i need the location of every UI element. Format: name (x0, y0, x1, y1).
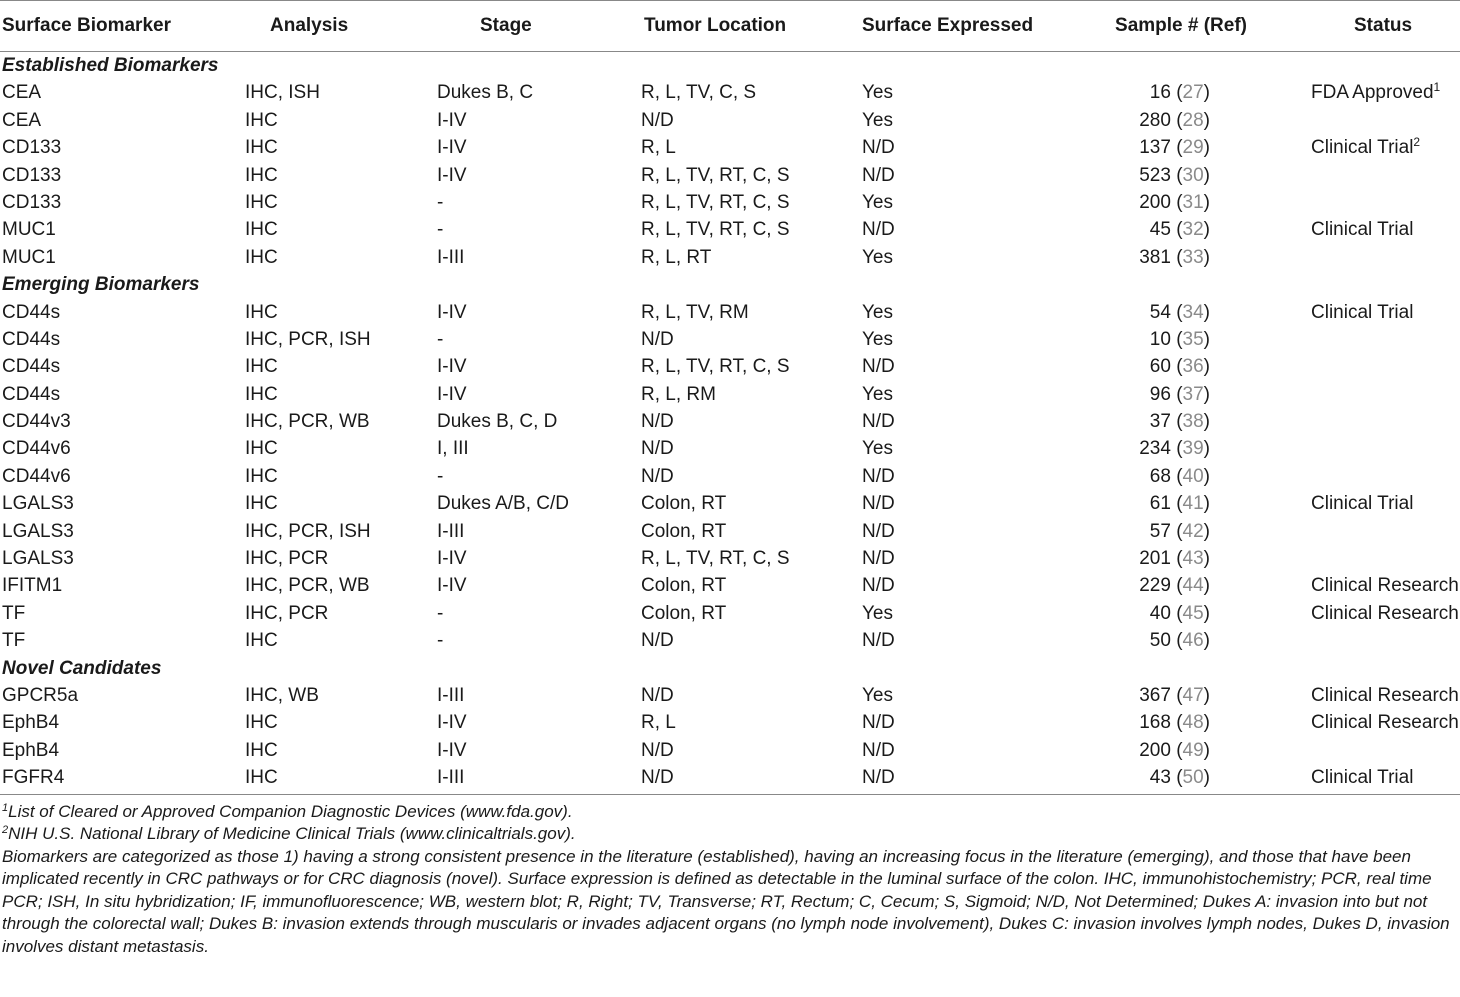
analysis-cell: IHC, PCR (245, 602, 329, 624)
reference-link[interactable]: (45) (1170, 602, 1210, 624)
surface-expressed-cell: N/D (862, 548, 895, 570)
surface-expressed-cell: Yes (862, 301, 893, 323)
status-cell (1311, 216, 1413, 243)
surface-expressed-cell: N/D (862, 575, 895, 597)
sample-count: 57 (1149, 520, 1171, 542)
stage-cell: - (437, 328, 444, 350)
sample-count: 201 (1139, 548, 1171, 570)
reference-number[interactable]: 44 (1182, 575, 1204, 597)
biomarker-cell: GPCR5a (2, 684, 79, 706)
sample-count: 43 (1149, 767, 1171, 789)
sample-count: 50 (1149, 630, 1171, 652)
stage-cell: I-III (437, 767, 465, 789)
table-row (0, 709, 1460, 736)
reference-link[interactable]: (46) (1170, 630, 1210, 652)
sample-count: 381 (1139, 246, 1171, 268)
table-row (0, 627, 1460, 654)
tumor-location-cell: Colon, RT (641, 575, 727, 597)
analysis-cell: IHC (245, 493, 278, 515)
status-cell (1311, 764, 1413, 791)
tumor-location-cell: N/D (641, 438, 674, 460)
sample-count: 60 (1149, 356, 1171, 378)
reference-number[interactable]: 36 (1182, 356, 1204, 378)
analysis-cell: IHC (245, 191, 278, 213)
biomarker-cell: CD44s (2, 356, 61, 378)
tumor-location-cell: N/D (641, 630, 674, 652)
analysis-cell: IHC (245, 301, 278, 323)
table-body (0, 52, 1460, 792)
reference-link[interactable]: (29) (1170, 137, 1210, 159)
reference-number[interactable]: 48 (1182, 712, 1204, 734)
table-row (0, 162, 1460, 189)
footnote-2 (2, 823, 1454, 846)
tumor-location-cell: R, L, RT (641, 246, 712, 268)
sample-count: 234 (1139, 438, 1171, 460)
reference-link[interactable]: (37) (1170, 383, 1210, 405)
biomarker-cell: CD133 (2, 164, 62, 186)
status-text: Clinical Research (1311, 684, 1459, 706)
table-footnotes (0, 795, 1456, 959)
reference-number[interactable]: 31 (1182, 191, 1204, 213)
analysis-cell: IHC (245, 109, 278, 131)
status-text: Clinical Trial (1311, 301, 1414, 323)
sample-count: 96 (1149, 383, 1171, 405)
tumor-location-cell: Colon, RT (641, 602, 727, 624)
reference-number[interactable]: 47 (1182, 684, 1204, 706)
sample-count: 280 (1139, 109, 1171, 131)
biomarker-cell: CD44s (2, 383, 61, 405)
tumor-location-cell: R, L (641, 137, 676, 159)
tumor-location-cell: R, L, TV, RT, C, S (641, 164, 790, 186)
section-title: Emerging Biomarkers (2, 274, 200, 296)
tumor-location-cell: R, L, TV, RT, C, S (641, 356, 790, 378)
surface-expressed-cell: N/D (862, 493, 895, 515)
biomarker-cell: CD133 (2, 191, 62, 213)
reference-link[interactable]: (34) (1170, 301, 1210, 323)
tumor-location-cell: N/D (641, 411, 674, 433)
sample-count: 229 (1139, 575, 1171, 597)
biomarker-cell: CD133 (2, 137, 62, 159)
stage-cell: I-IV (437, 548, 467, 570)
stage-cell: - (437, 602, 444, 624)
header-status: Status (1354, 15, 1413, 36)
sample-ref-cell (1060, 107, 1210, 134)
sample-ref-cell (1060, 572, 1210, 599)
sample-ref-cell (1060, 408, 1210, 435)
tumor-location-cell: N/D (641, 328, 674, 350)
tumor-location-cell: R, L (641, 712, 676, 734)
analysis-cell: IHC (245, 630, 278, 652)
sample-ref-cell (1060, 189, 1210, 216)
status-text: Clinical Trial (1311, 137, 1414, 159)
table-row (0, 572, 1460, 599)
analysis-cell: IHC (245, 465, 278, 487)
analysis-cell: IHC, PCR, ISH (245, 328, 371, 350)
section-header-row (0, 655, 1460, 682)
status-cell (1311, 490, 1413, 517)
stage-cell: Dukes A/B, C/D (437, 493, 569, 515)
section-header-row (0, 52, 1460, 79)
analysis-cell: IHC, PCR, WB (245, 411, 370, 433)
analysis-cell: IHC (245, 383, 278, 405)
table-row (0, 545, 1460, 572)
sample-ref-cell (1060, 600, 1210, 627)
sample-ref-cell (1060, 463, 1210, 490)
analysis-cell: IHC, ISH (245, 82, 320, 104)
table-header-row (0, 0, 1460, 52)
stage-cell: I-IV (437, 712, 467, 734)
stage-cell: I-III (437, 520, 465, 542)
sample-ref-cell (1060, 737, 1210, 764)
reference-link[interactable]: (48) (1170, 712, 1210, 734)
table-row (0, 518, 1460, 545)
biomarker-cell: MUC1 (2, 219, 56, 241)
reference-link[interactable]: (49) (1170, 739, 1210, 761)
stage-cell: I-IV (437, 356, 467, 378)
table-row (0, 737, 1460, 764)
sample-count: 200 (1139, 739, 1171, 761)
reference-link[interactable]: (31) (1170, 191, 1210, 213)
biomarker-cell: TF (2, 630, 26, 652)
sample-ref-cell (1060, 216, 1210, 243)
sample-ref-cell (1060, 435, 1210, 462)
status-footnote-marker: 1 (1433, 80, 1441, 95)
stage-cell: I-IV (437, 739, 467, 761)
table-row (0, 353, 1460, 380)
sample-ref-cell (1060, 299, 1210, 326)
reference-number[interactable]: 49 (1182, 739, 1204, 761)
biomarker-cell: MUC1 (2, 246, 56, 268)
table-row (0, 408, 1460, 435)
sample-count: 523 (1139, 164, 1171, 186)
table-row (0, 600, 1460, 627)
table-row (0, 463, 1460, 490)
status-cell (1311, 682, 1459, 709)
analysis-cell: IHC (245, 767, 278, 789)
surface-expressed-cell: N/D (862, 739, 895, 761)
biomarker-cell: CD44v3 (2, 411, 71, 433)
reference-link[interactable]: (38) (1170, 411, 1210, 433)
status-cell (1311, 600, 1459, 627)
surface-expressed-cell: N/D (862, 465, 895, 487)
sample-ref-cell (1060, 79, 1210, 106)
status-cell (1311, 134, 1420, 161)
reference-link[interactable]: (36) (1170, 356, 1210, 378)
table-row (0, 244, 1460, 271)
reference-number[interactable]: 38 (1182, 411, 1204, 433)
analysis-cell: IHC (245, 438, 278, 460)
sample-count: 10 (1149, 328, 1171, 350)
stage-cell: I-IV (437, 164, 467, 186)
biomarker-cell: CD44s (2, 301, 61, 323)
reference-number[interactable]: 43 (1182, 548, 1204, 570)
tumor-location-cell: R, L, TV, RT, C, S (641, 219, 790, 241)
reference-number[interactable]: 41 (1182, 493, 1204, 515)
stage-cell: - (437, 465, 444, 487)
table-row (0, 134, 1460, 161)
reference-link[interactable]: (47) (1170, 684, 1210, 706)
surface-expressed-cell: N/D (862, 767, 895, 789)
table-row (0, 189, 1460, 216)
status-text: Clinical Research (1311, 712, 1459, 734)
status-text: Clinical Trial (1311, 493, 1414, 515)
surface-expressed-cell: N/D (862, 356, 895, 378)
status-cell (1311, 79, 1440, 106)
tumor-location-cell: R, L, TV, RM (641, 301, 749, 323)
surface-expressed-cell: N/D (862, 164, 895, 186)
tumor-location-cell: N/D (641, 767, 674, 789)
footnote-1-marker: 1 (2, 801, 9, 814)
sample-ref-cell (1060, 162, 1210, 189)
status-text: FDA Approved (1311, 82, 1434, 104)
footnote-2-text: NIH U.S. National Library of Medicine Clinical Trials (www.clinicaltrials.gov). (8, 824, 576, 844)
reference-number[interactable]: 35 (1182, 328, 1204, 350)
reference-link[interactable]: (50) (1170, 767, 1210, 789)
reference-link[interactable]: (42) (1170, 520, 1210, 542)
reference-link[interactable]: (32) (1170, 219, 1210, 241)
biomarker-cell: CEA (2, 109, 42, 131)
biomarker-cell: LGALS3 (2, 520, 74, 542)
table-row (0, 299, 1460, 326)
sample-ref-cell (1060, 545, 1210, 572)
section-header-row (0, 271, 1460, 298)
table-row (0, 381, 1460, 408)
analysis-cell: IHC, PCR, WB (245, 575, 370, 597)
biomarker-cell: EphB4 (2, 712, 60, 734)
surface-expressed-cell: N/D (862, 712, 895, 734)
reference-number[interactable]: 50 (1182, 767, 1204, 789)
sample-count: 168 (1139, 712, 1171, 734)
reference-link[interactable]: (35) (1170, 328, 1210, 350)
surface-expressed-cell: Yes (862, 383, 893, 405)
surface-expressed-cell: Yes (862, 191, 893, 213)
biomarker-cell: LGALS3 (2, 493, 74, 515)
reference-number[interactable]: 40 (1182, 465, 1204, 487)
sample-count: 137 (1139, 137, 1171, 159)
reference-number[interactable]: 27 (1182, 82, 1204, 104)
header-surface-biomarker: Surface Biomarker (2, 15, 171, 36)
sample-ref-cell (1060, 381, 1210, 408)
stage-cell: - (437, 191, 444, 213)
analysis-cell: IHC (245, 219, 278, 241)
surface-expressed-cell: Yes (862, 328, 893, 350)
status-text: Clinical Trial (1311, 219, 1414, 241)
reference-link[interactable]: (44) (1170, 575, 1210, 597)
sample-count: 200 (1139, 191, 1171, 213)
surface-expressed-cell: Yes (862, 246, 893, 268)
status-text: Clinical Research (1311, 575, 1459, 597)
stage-cell: I-IV (437, 383, 467, 405)
tumor-location-cell: N/D (641, 739, 674, 761)
stage-cell: I-IV (437, 137, 467, 159)
sample-ref-cell (1060, 490, 1210, 517)
sample-ref-cell (1060, 682, 1210, 709)
reference-link[interactable]: (33) (1170, 246, 1210, 268)
header-tumor-location: Tumor Location (644, 15, 787, 36)
reference-number[interactable]: 33 (1182, 246, 1204, 268)
biomarker-cell: CD44v6 (2, 438, 71, 460)
status-cell (1311, 709, 1459, 736)
reference-number[interactable]: 37 (1182, 383, 1204, 405)
biomarker-cell: LGALS3 (2, 548, 74, 570)
status-text: Clinical Trial (1311, 767, 1414, 789)
header-analysis: Analysis (270, 15, 349, 36)
stage-cell: I-IV (437, 575, 467, 597)
stage-cell: I-IV (437, 109, 467, 131)
surface-expressed-cell: N/D (862, 219, 895, 241)
reference-link[interactable]: (43) (1170, 548, 1210, 570)
stage-cell: I-III (437, 246, 465, 268)
biomarker-cell: CD44v6 (2, 465, 71, 487)
tumor-location-cell: N/D (641, 465, 674, 487)
analysis-cell: IHC, PCR (245, 548, 329, 570)
sample-ref-cell (1060, 326, 1210, 353)
sample-count: 54 (1149, 301, 1171, 323)
biomarker-cell: IFITM1 (2, 575, 63, 597)
biomarker-cell: TF (2, 602, 26, 624)
analysis-cell: IHC (245, 356, 278, 378)
sample-count: 40 (1149, 602, 1171, 624)
stage-cell: - (437, 219, 444, 241)
table-row (0, 435, 1460, 462)
tumor-location-cell: R, L, TV, RT, C, S (641, 548, 790, 570)
tumor-location-cell: Colon, RT (641, 520, 727, 542)
surface-expressed-cell: Yes (862, 602, 893, 624)
sample-ref-cell (1060, 353, 1210, 380)
reference-link[interactable]: (28) (1170, 109, 1210, 131)
section-title: Novel Candidates (2, 657, 162, 679)
reference-number[interactable]: 45 (1182, 602, 1204, 624)
status-cell (1311, 572, 1459, 599)
status-footnote-marker: 2 (1413, 135, 1421, 150)
sample-count: 61 (1149, 493, 1171, 515)
reference-link[interactable]: (40) (1170, 465, 1210, 487)
status-text: Clinical Research (1311, 602, 1459, 624)
sample-count: 37 (1149, 411, 1171, 433)
analysis-cell: IHC (245, 739, 278, 761)
sample-ref-cell (1060, 709, 1210, 736)
stage-cell: - (437, 630, 444, 652)
sample-count: 367 (1139, 684, 1171, 706)
footnote-1-text: List of Cleared or Approved Companion Diagnostic Devices (www.fda.gov). (8, 801, 573, 821)
surface-expressed-cell: N/D (862, 137, 895, 159)
stage-cell: Dukes B, C, D (437, 411, 558, 433)
biomarker-cell: CEA (2, 82, 42, 104)
surface-expressed-cell: Yes (862, 684, 893, 706)
tumor-location-cell: R, L, RM (641, 383, 716, 405)
sample-ref-cell (1060, 518, 1210, 545)
sample-ref-cell (1060, 134, 1210, 161)
sample-count: 45 (1149, 219, 1171, 241)
table-row (0, 107, 1460, 134)
biomarker-cell: FGFR4 (2, 767, 65, 789)
analysis-cell: IHC (245, 137, 278, 159)
sample-count: 68 (1149, 465, 1171, 487)
surface-expressed-cell: Yes (862, 109, 893, 131)
footnote-description: Biomarkers are categorized as those 1) having a strong consistent presence in the literature (established), having an increasing focus in the literature (emerging), and those that have been implicated recently in CRC pathways or for CRC diagnosis (novel). Surface expression is defined as detectable in the luminal surface of the colon. IHC, immunohistochemistry; PCR, real time PCR; ISH, In situ hybridization; IF, immunofluorescence; WB, western blot; R, Right; TV, Transverse; RT, Rectum; C, Cecum; S, Sigmoid; N/D, Not Determined; Dukes A: invasion into but not through the colorectal wall; Dukes B: invasion extends through muscularis or invades adjacent organs (no lymph node involvement), Dukes C: invasion involves lymph nodes, Dukes D, invasion involves distant metastasis. (2, 846, 1450, 956)
tumor-location-cell: R, L, TV, RT, C, S (641, 191, 790, 213)
stage-cell: I, III (437, 438, 469, 460)
stage-cell: Dukes B, C (437, 82, 534, 104)
analysis-cell: IHC, WB (245, 684, 319, 706)
reference-number[interactable]: 28 (1182, 109, 1204, 131)
surface-expressed-cell: Yes (862, 438, 893, 460)
reference-link[interactable]: (27) (1170, 82, 1210, 104)
footnote-1 (2, 801, 1454, 824)
table-row (0, 326, 1460, 353)
sample-ref-cell (1060, 764, 1210, 791)
analysis-cell: IHC, PCR, ISH (245, 520, 371, 542)
sample-count: 16 (1149, 82, 1171, 104)
surface-expressed-cell: N/D (862, 630, 895, 652)
section-title: Established Biomarkers (2, 55, 219, 76)
table-row (0, 682, 1460, 709)
reference-link[interactable]: (30) (1170, 164, 1210, 186)
analysis-cell: IHC (245, 164, 278, 186)
tumor-location-cell: N/D (641, 109, 674, 131)
analysis-cell: IHC (245, 246, 278, 268)
analysis-cell: IHC (245, 712, 278, 734)
table-row (0, 490, 1460, 517)
footnote-2-marker: 2 (2, 824, 9, 837)
reference-number[interactable]: 32 (1182, 219, 1204, 241)
status-cell (1311, 299, 1413, 326)
tumor-location-cell: Colon, RT (641, 493, 727, 515)
surface-expressed-cell: N/D (862, 520, 895, 542)
sample-ref-cell (1060, 627, 1210, 654)
reference-number[interactable]: 46 (1182, 630, 1204, 652)
surface-expressed-cell: N/D (862, 411, 895, 433)
table-row (0, 79, 1460, 106)
reference-number[interactable]: 39 (1182, 438, 1204, 460)
biomarker-cell: CD44s (2, 328, 61, 350)
reference-number[interactable]: 29 (1182, 137, 1204, 159)
tumor-location-cell: N/D (641, 684, 674, 706)
stage-cell: I-IV (437, 301, 467, 323)
header-stage: Stage (480, 15, 532, 36)
reference-number[interactable]: 30 (1182, 164, 1204, 186)
header-surface-expressed: Surface Expressed (862, 15, 1034, 36)
table-row (0, 764, 1460, 791)
sample-ref-cell (1060, 244, 1210, 271)
header-sample-ref: Sample # (Ref) (1115, 15, 1247, 36)
reference-link[interactable]: (41) (1170, 493, 1210, 515)
surface-expressed-cell: Yes (862, 82, 893, 104)
reference-link[interactable]: (39) (1170, 438, 1210, 460)
stage-cell: I-III (437, 684, 465, 706)
biomarker-cell: EphB4 (2, 739, 60, 761)
table-row (0, 216, 1460, 243)
reference-number[interactable]: 34 (1182, 301, 1204, 323)
tumor-location-cell: R, L, TV, C, S (641, 82, 757, 104)
reference-number[interactable]: 42 (1182, 520, 1204, 542)
